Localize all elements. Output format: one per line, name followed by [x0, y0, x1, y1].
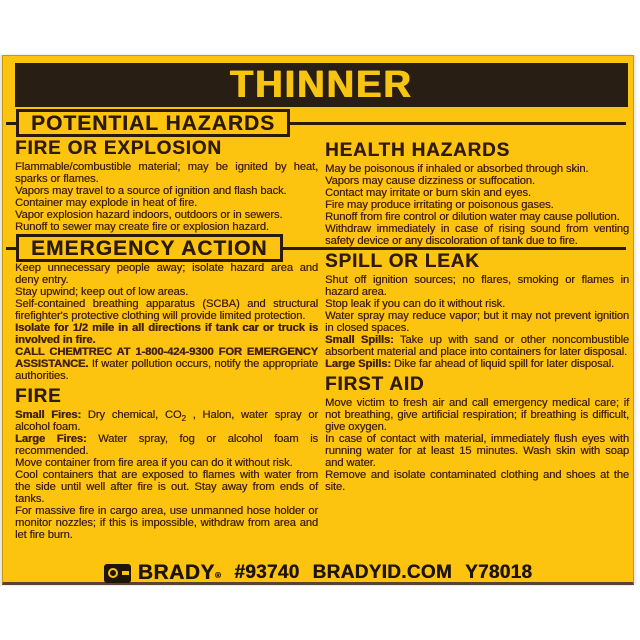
registered-mark: ®	[214, 571, 222, 580]
emergency-action-header-box	[16, 234, 283, 262]
hazard-line: Runoff to sewer may create fire or explosion hazard.	[15, 221, 269, 233]
co2-subscript: 2	[181, 414, 186, 424]
potential-hazards-header: POTENTIAL HAZARDS	[31, 111, 276, 135]
hazard-label	[2, 55, 634, 585]
instruction-line: In case of contact with material, immediately flush eyes with running water for at least 15 minutes. Wash skin with soap and water.	[325, 433, 629, 469]
chemtrec-number: CALL CHEMTREC AT 1-800-424-9300 FOR EMERGENCY ASSISTANCE.	[15, 346, 318, 370]
potential-hazards-header-box	[16, 109, 290, 137]
hazard-line: Flammable/combustible material; may be ignited by heat, sparks or flames.	[15, 161, 318, 185]
fire-or-explosion-section	[15, 138, 318, 233]
brand-name	[138, 561, 222, 585]
hazard-line: Vapor explosion hazard indoors, outdoors or in sewers.	[15, 209, 283, 221]
hazard-line: Container may explode in heat of fire.	[15, 197, 198, 209]
brand-text: BRADY	[137, 561, 215, 584]
large-spills-line	[325, 358, 629, 370]
large-fires-text: Water spray, fog or alcohol foam is recommended.	[15, 433, 318, 457]
brady-logo-slot	[122, 571, 129, 575]
withdraw-instruction: Withdraw immediately in case of rising sound from venting safety device or any discoloration of tank due to fire.	[325, 223, 629, 247]
large-spills-text: Dike far ahead of liquid spill for later disposal.	[390, 358, 614, 370]
emergency-action-section	[15, 262, 318, 541]
instruction-line: Stop leak if you can do it without risk.	[325, 298, 506, 310]
water-pollution-note: If water pollution occurs, notify the appropriate authorities.	[15, 358, 318, 382]
footer	[3, 560, 633, 586]
large-fires-label: Large Fires:	[15, 433, 87, 445]
large-fires-line	[15, 433, 318, 457]
right-column	[325, 140, 629, 493]
instruction-line: Keep unnecessary people away; isolate hazard area and deny entry.	[15, 262, 318, 286]
hazard-line: May be poisonous if inhaled or absorbed through skin.	[325, 163, 589, 175]
header-left-rule	[6, 122, 16, 125]
instruction-line: Shut off ignition sources; no flares, smoking or flames in hazard area.	[325, 274, 629, 298]
small-fires-text: Dry chemical, CO	[81, 409, 182, 421]
small-fires-line	[15, 409, 318, 433]
header-left-rule	[6, 247, 16, 250]
instruction-line-bold	[15, 322, 318, 346]
hazard-line: Runoff from fire control or dilution water may cause pollution.	[325, 211, 620, 223]
small-spills-text: Take up with sand or other noncombustible absorbent material and place into containers for later disposal.	[325, 334, 629, 358]
small-fires-label: Small Fires:	[15, 409, 82, 421]
section-heading: SPILL OR LEAK	[325, 251, 480, 272]
chemtrec-line	[15, 346, 318, 382]
instruction-line: Water spray may reduce vapor; but it may not prevent ignition in closed spaces.	[325, 310, 629, 334]
hazard-line: Vapors may travel to a source of ignition and flash back.	[15, 185, 287, 197]
instruction-line: Move victim to fresh air and call emergency medical care; if not breathing, give artificial respiration; if breathing is difficult, give oxygen.	[325, 397, 629, 433]
hazard-line: Contact may irritate or burn skin and eyes.	[325, 187, 531, 199]
large-spills-label: Large Spills:	[325, 358, 391, 370]
section-heading: FIRST AID	[325, 374, 425, 395]
instruction-line: Cool containers that are exposed to flames with water from the side until well after fire is out. Stay away from ends of tanks.	[15, 469, 318, 505]
isolate-warning: Isolate for 1/2 mile in all directions if tank car or truck is involved in fire.	[15, 322, 318, 346]
section-heading: FIRE OR EXPLOSION	[15, 138, 222, 159]
small-fires-text-cont: , Halon, water spray or alcohol foam.	[15, 409, 318, 433]
section-heading: HEALTH HAZARDS	[325, 140, 511, 161]
part-number: #93740	[234, 562, 300, 583]
brady-logo-icon	[104, 564, 131, 583]
hazard-line: Fire may produce irritating or poisonous gases.	[325, 199, 554, 211]
emergency-action-header: EMERGENCY ACTION	[31, 236, 268, 260]
brady-logo-ring	[108, 568, 118, 578]
small-spills-label: Small Spills:	[325, 334, 394, 346]
instruction-line: Stay upwind; keep out of low areas.	[15, 286, 189, 298]
section-heading: FIRE	[15, 386, 62, 407]
small-spills-line	[325, 334, 629, 358]
instruction-line: Self-contained breathing apparatus (SCBA) and structural firefighter's protective clothing will provide limited protection.	[15, 298, 318, 322]
website: BRADYID.COM	[312, 562, 452, 583]
hazard-line: Vapors may cause dizziness or suffocation.	[325, 175, 535, 187]
product-name-banner	[15, 63, 628, 107]
product-name: THINNER	[230, 64, 413, 106]
header-right-rule	[290, 122, 626, 125]
potential-hazards-header-row	[6, 108, 626, 138]
instruction-line: For massive fire in cargo area, use unmanned hose holder or monitor nozzles; if this is impossible, withdraw from area and let fire burn.	[15, 505, 318, 541]
catalog-code: Y78018	[464, 562, 533, 583]
instruction-line: Move container from fire area if you can do it without risk.	[15, 457, 293, 469]
instruction-line: Remove and isolate contaminated clothing and shoes at the site.	[325, 469, 629, 493]
